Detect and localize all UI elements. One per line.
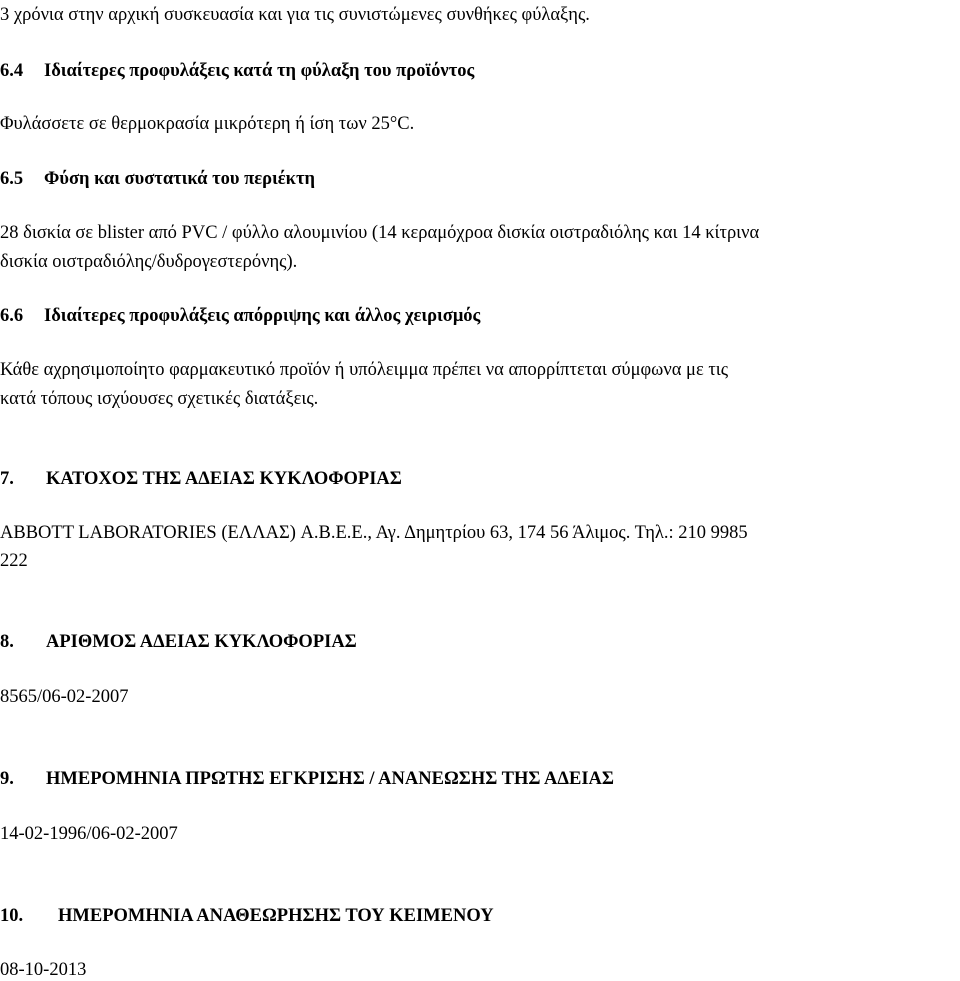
section-number: 9. bbox=[0, 769, 14, 789]
section-6-3-text: 3 χρόνια στην αρχική συσκευασία και για τις συνιστώμενες συνθήκες φύλαξης. bbox=[0, 5, 590, 25]
section-6-5-text-line-1: 28 δισκία σε blister από PVC / φύλλο αλουμινίου (14 κεραμόχροα δισκία οιστραδιόλης και 14 κίτρινα bbox=[0, 223, 760, 243]
section-7-heading bbox=[0, 470, 402, 489]
section-number: 6.5 bbox=[0, 169, 24, 189]
section-6-4-heading bbox=[0, 62, 474, 81]
section-6-6-text-line-1: Κάθε αχρησιμοποίητο φαρμακευτικό προϊόν ή υπόλειμμα πρέπει να απορρίπτεται σύμφωνα με τις bbox=[0, 360, 729, 380]
section-9-text: 14-02-1996/06-02-2007 bbox=[0, 824, 178, 844]
section-10-text: 08-10-2013 bbox=[0, 960, 87, 980]
section-title: Ιδιαίτερες προφυλάξεις απόρριψης και άλλος χειρισμός bbox=[44, 306, 481, 326]
section-title: ΚΑΤΟΧΟΣ ΤΗΣ ΑΔΕΙΑΣ ΚΥΚΛΟΦΟΡΙΑΣ bbox=[46, 469, 402, 489]
section-6-6-text-line-2: κατά τόπους ισχύουσες σχετικές διατάξεις. bbox=[0, 389, 319, 409]
section-6-5-text-line-2: δισκία οιστραδιόλης/δυδρογεστερόνης). bbox=[0, 252, 298, 272]
section-8-text: 8565/06-02-2007 bbox=[0, 687, 129, 707]
section-number: 6.4 bbox=[0, 61, 24, 81]
section-title: Ιδιαίτερες προφυλάξεις κατά τη φύλαξη του προϊόντος bbox=[44, 61, 475, 81]
section-title: ΑΡΙΘΜΟΣ ΑΔΕΙΑΣ ΚΥΚΛΟΦΟΡΙΑΣ bbox=[46, 632, 357, 652]
section-number: 6.6 bbox=[0, 306, 24, 326]
section-number: 8. bbox=[0, 632, 14, 652]
section-title: Φύση και συστατικά του περιέκτη bbox=[44, 169, 315, 189]
section-title: ΗΜΕΡΟΜΗΝΙΑ ΑΝΑΘΕΩΡΗΣΗΣ ΤΟΥ ΚΕΙΜΕΝΟΥ bbox=[58, 906, 494, 926]
section-6-4-text: Φυλάσσετε σε θερμοκρασία μικρότερη ή ίση των 25°C. bbox=[0, 114, 415, 134]
section-6-6-heading bbox=[0, 307, 480, 326]
section-8-heading bbox=[0, 633, 357, 652]
section-number: 10. bbox=[0, 906, 24, 926]
section-7-text-line-1: ABBOTT LABORATORIES (ΕΛΛΑΣ) Α.Β.Ε.Ε., Αγ. Δημητρίου 63, 174 56 Άλιμος. Τηλ.: 210 9985 bbox=[0, 523, 748, 543]
section-7-text-line-2: 222 bbox=[0, 551, 28, 571]
section-title: ΗΜΕΡΟΜΗΝΙΑ ΠΡΩΤΗΣ ΕΓΚΡΙΣΗΣ / ΑΝΑΝΕΩΣΗΣ ΤΗΣ ΑΔΕΙΑΣ bbox=[46, 769, 615, 789]
section-number: 7. bbox=[0, 469, 14, 489]
section-10-heading bbox=[0, 907, 494, 926]
section-6-5-heading bbox=[0, 170, 315, 189]
section-9-heading bbox=[0, 770, 614, 789]
